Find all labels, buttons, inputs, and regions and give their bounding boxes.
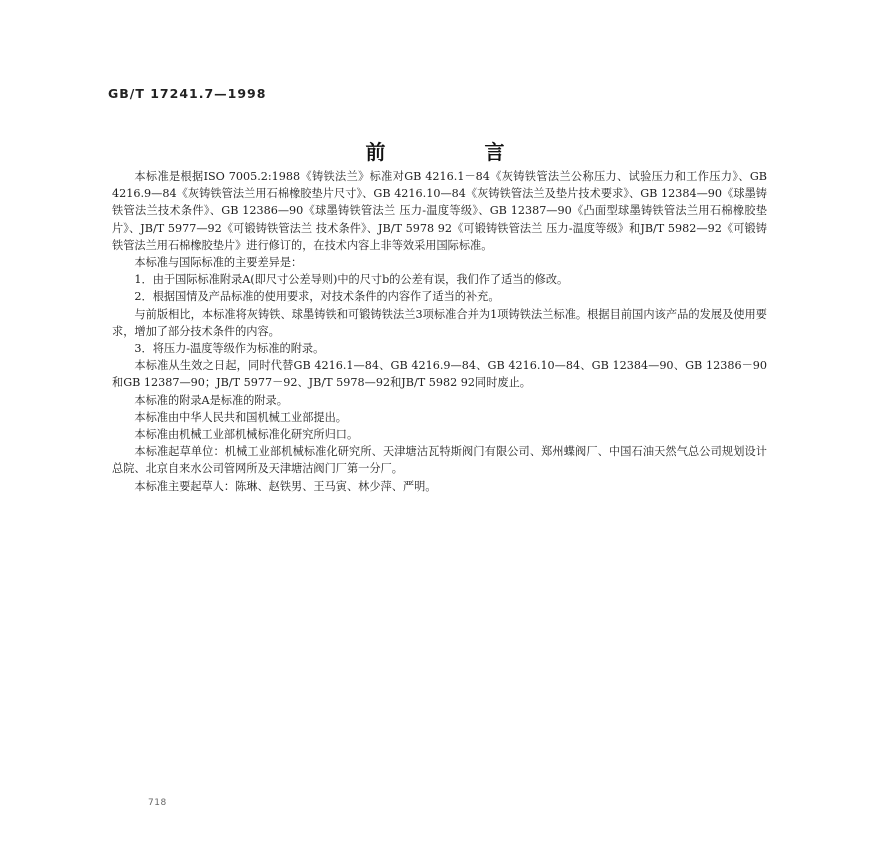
paragraph: 本标准的附录A是标准的附录。 bbox=[134, 393, 288, 407]
page-number: 718 bbox=[148, 798, 167, 808]
paragraph: 1．由于国际标准附录A(即尺寸公差导则)中的尺寸b的公差有误，我们作了适当的修改。 bbox=[134, 273, 569, 287]
paragraph: 本标准从生效之日起，同时代替GB 4216.1—84、GB 4216.9—84、GB 4216.10—84、GB 12384—90、GB 12386－90和GB 12387—90；JB/T 5977－92、JB/T 5978—92和JB/T 5982 92同时废止。 bbox=[112, 359, 767, 390]
paragraph: 本标准由中华人民共和国机械工业部提出。 bbox=[134, 410, 347, 424]
standard-code: GB/T 17241.7—1998 bbox=[108, 86, 267, 101]
paragraph: 本标准起草单位：机械工业部机械标准化研究所、天津塘沽瓦特斯阀门有限公司、郑州蝶阀厂、中国石油天然气总公司规划设计总院、北京自来水公司管网所及天津塘沽阀门厂第一分厂。 bbox=[112, 445, 767, 476]
paragraph: 3．将压力-温度等级作为标准的附录。 bbox=[134, 342, 325, 356]
paragraph: 本标准与国际标准的主要差异是： bbox=[134, 256, 303, 270]
paragraph: 本标准主要起草人：陈琳、赵铁男、王马寅、林少萍、严明。 bbox=[134, 479, 437, 493]
paragraph: 2．根据国情及产品标准的使用要求，对技术条件的内容作了适当的补充。 bbox=[134, 290, 500, 304]
paragraph: 与前版相比，本标准将灰铸铁、球墨铸铁和可锻铸铁法兰3项标准合并为1项铸铁法兰标准。根据目前国内该产品的发展及使用要求，增加了部分技术条件的内容。 bbox=[112, 307, 767, 338]
page-title: 前 言 bbox=[365, 140, 551, 164]
paragraph: 本标准由机械工业部机械标准化研究所归口。 bbox=[134, 428, 359, 442]
paragraph: 本标准是根据ISO 7005.2:1988《铸铁法兰》标准对GB 4216.1－84《灰铸铁管法兰公称压力、试验压力和工作压力》、GB 4216.9—84《灰铸铁管法兰用石棉橡胶垫片尺寸》、GB 4216.10—84《灰铸铁管法兰及垫片技术要求》、GB 12384—90《球墨铸铁管法兰技术条件》、GB 12386—90《球墨铸铁管法兰 压力-温度等级》、GB 12387—90《凸面型球墨铸铁管法兰用石棉橡胶垫片》、JB/T 5977—92《可锻铸铁管法兰 技术条件》、JB/T 5978 92《可锻铸铁管法兰 压力-温度等级》和JB/T 5982—92《可锻铸铁管法兰用石棉橡胶垫片》进行修订的，在技术内容上非等效采用国际标准。 bbox=[112, 170, 767, 252]
preface-body bbox=[112, 168, 767, 495]
